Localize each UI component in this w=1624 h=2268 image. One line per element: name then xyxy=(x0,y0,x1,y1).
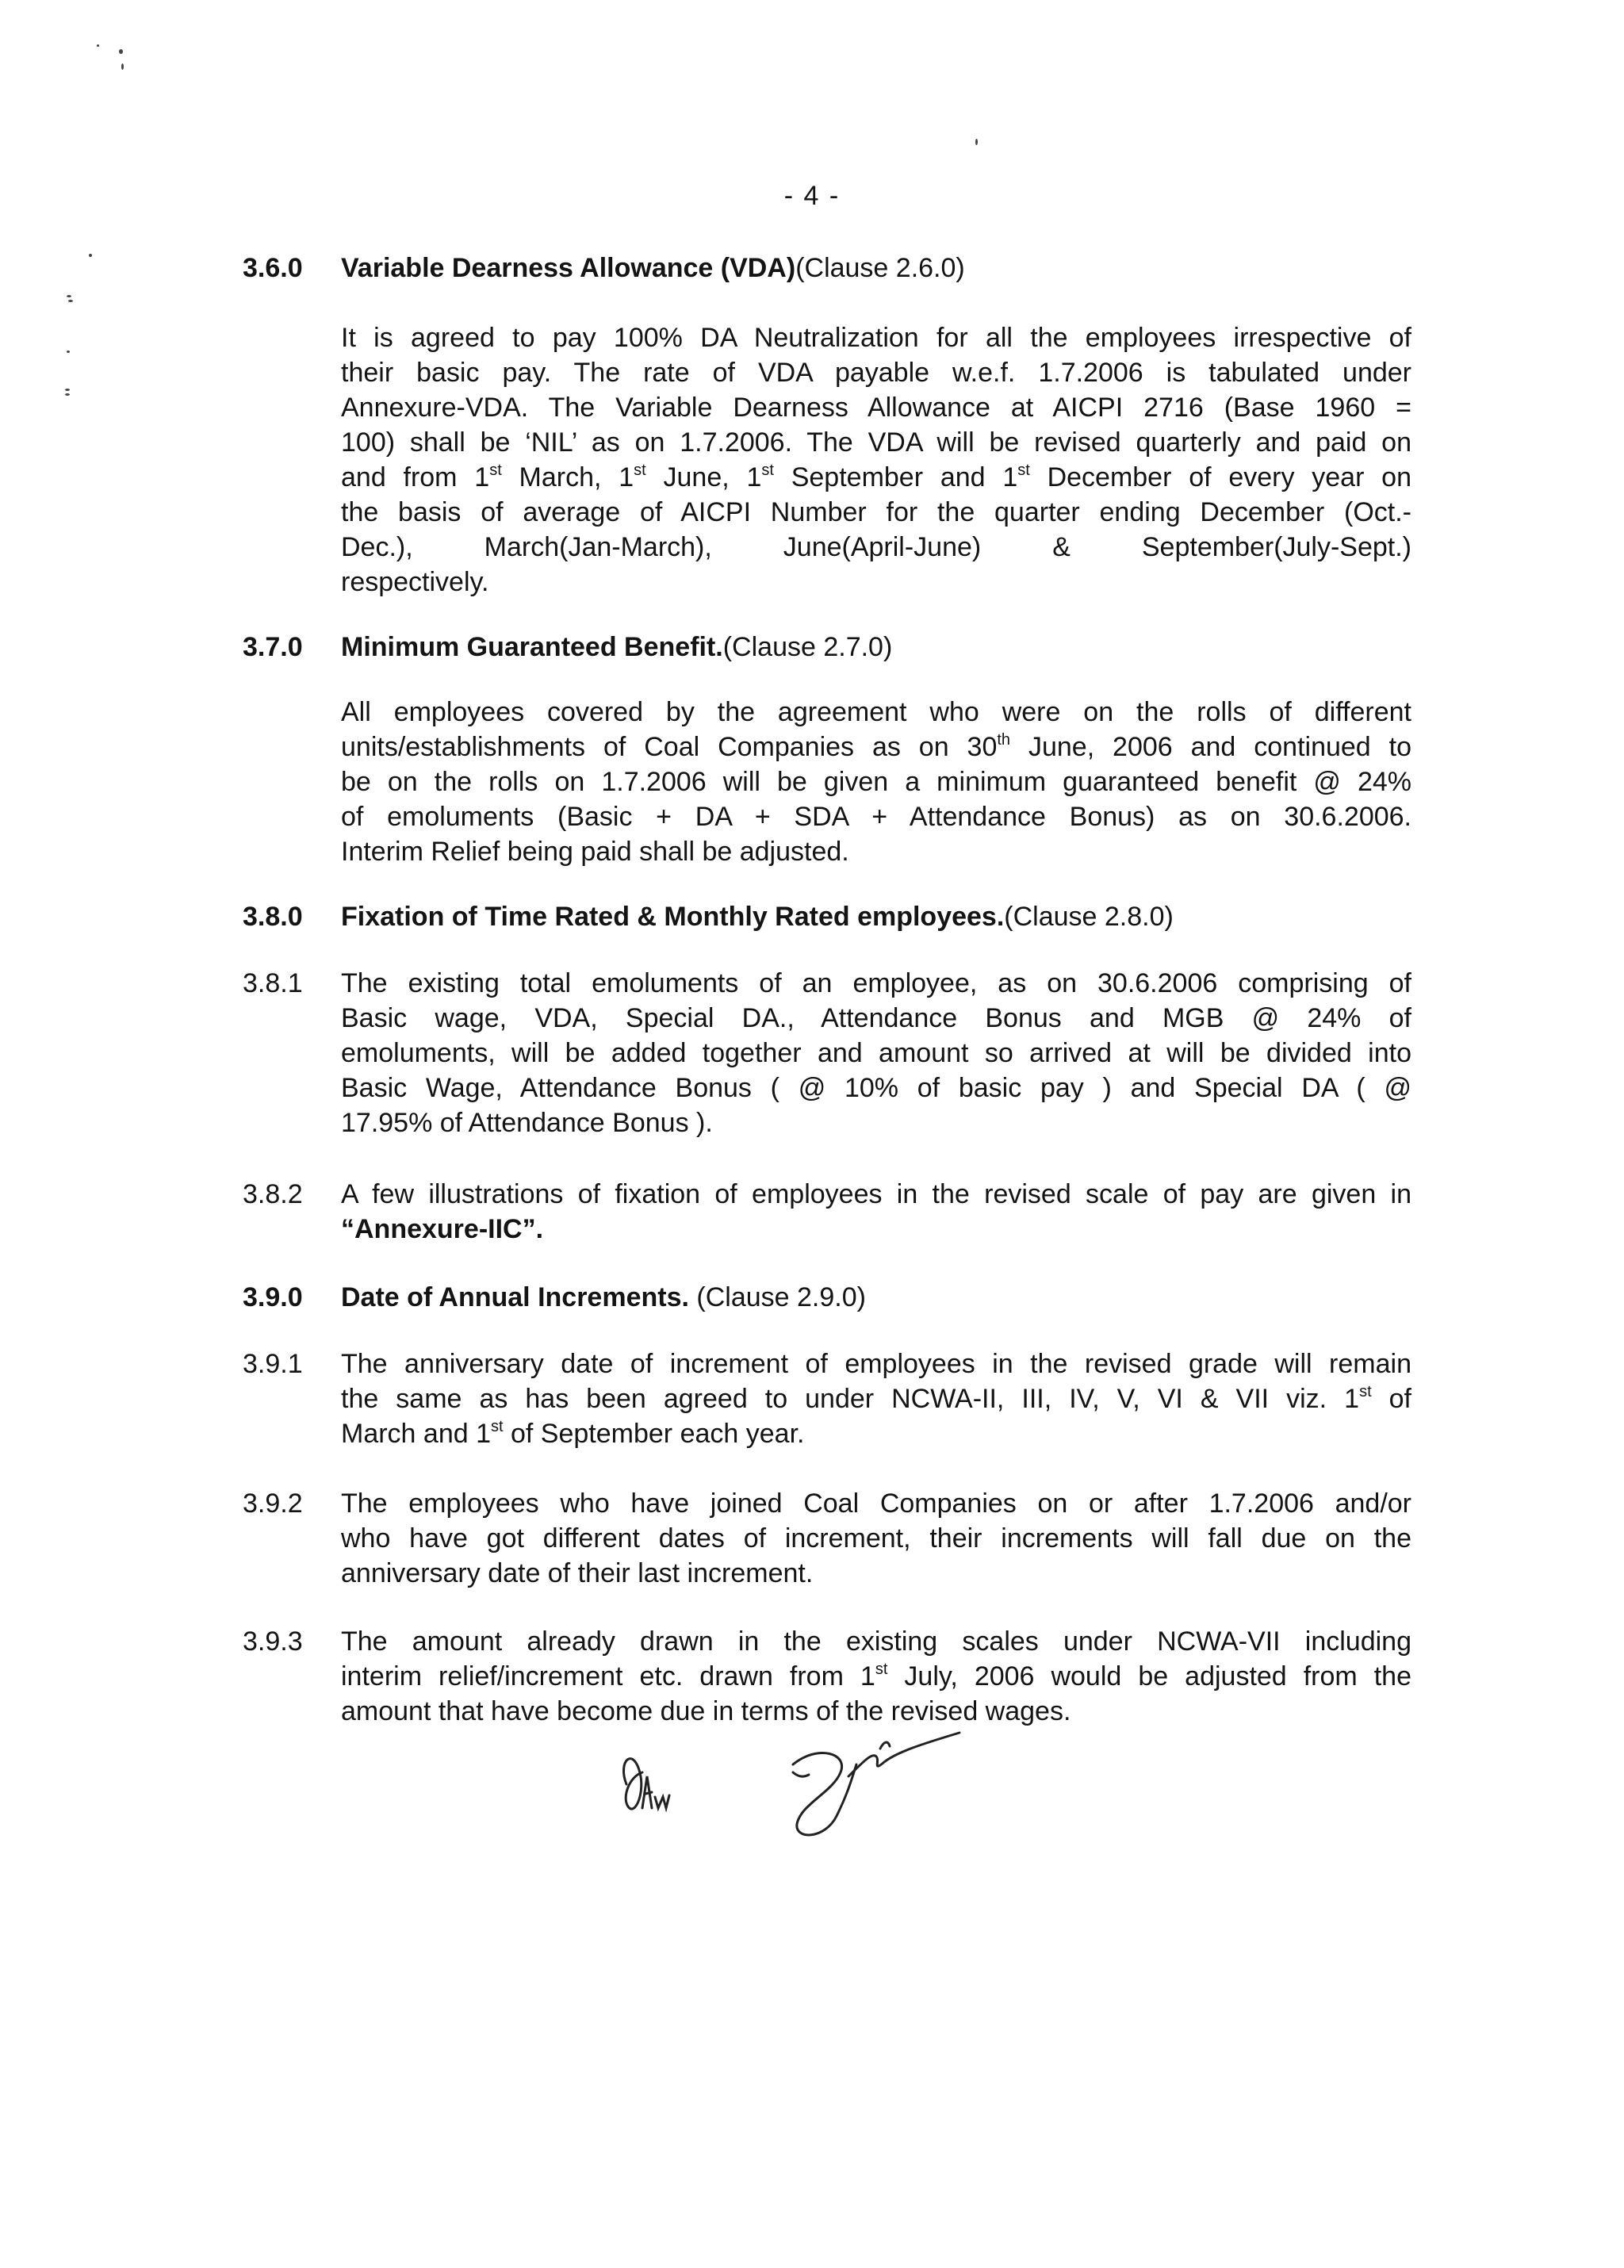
paragraph-line: emoluments, will be added together and amount so arrived at will be divided into xyxy=(341,1038,1411,1068)
paragraph-line: All employees covered by the agreement who were on the rolls of different xyxy=(341,697,1411,727)
paragraph-line: The existing total emoluments of an employee, as on 30.6.2006 comprising of xyxy=(341,968,1411,998)
signature-mark xyxy=(642,1776,669,1808)
paragraph-line: The anniversary date of increment of employees in the revised grade will remain xyxy=(341,1349,1411,1379)
section-paragraph xyxy=(341,1624,1411,1729)
section-heading xyxy=(341,1280,866,1315)
paragraph-line: 100) shall be ‘NIL’ as on 1.7.2006. The VDA will be revised quarterly and paid on xyxy=(341,427,1411,458)
page-number: - 4 - xyxy=(783,181,841,211)
paragraph-line: The amount already drawn in the existing scales under NCWA-VII including xyxy=(341,1626,1411,1657)
scan-speck xyxy=(65,393,70,396)
section-number: 3.6.0 xyxy=(243,253,303,283)
scan-speck xyxy=(68,300,73,302)
annexure-reference: “Annexure-IIC”. xyxy=(341,1214,544,1244)
paragraph-line: and from 1st March, 1st June, 1st September and 1st December of every year on xyxy=(341,461,1411,492)
section-title: Date of Annual Increments. xyxy=(341,1282,689,1312)
section-number: 3.8.1 xyxy=(243,968,303,998)
section-paragraph xyxy=(341,320,1411,600)
paragraph-line: anniversary date of their last increment. xyxy=(341,1558,814,1588)
section-title: Variable Dearness Allowance (VDA) xyxy=(341,253,796,283)
section-paragraph xyxy=(341,1347,1411,1451)
paragraph-line: who have got different dates of increment, their increments will fall due on the xyxy=(341,1523,1411,1554)
paragraph-line: Dec.), March(Jan-March), June(April-June) & September(July-Sept.) xyxy=(341,532,1412,562)
paragraph-line: interim relief/increment etc. drawn from 1st July, 2006 would be adjusted from the xyxy=(341,1660,1411,1691)
section-paragraph xyxy=(341,1177,1411,1247)
scan-speck xyxy=(65,389,70,391)
section-paragraph xyxy=(341,1486,1411,1591)
section-number: 3.9.0 xyxy=(243,1282,303,1312)
clause-reference: (Clause 2.8.0) xyxy=(1004,902,1174,932)
signature-mark xyxy=(793,1753,856,1835)
paragraph-line: It is agreed to pay 100% DA Neutralization for all the employees irrespective of xyxy=(341,323,1411,353)
section-number: 3.7.0 xyxy=(243,632,303,662)
paragraph-line: Annexure-VDA. The Variable Dearness Allowance at AICPI 2716 (Base 1960 = xyxy=(341,393,1411,423)
paragraph-line: the basis of average of AICPI Number for the quarter ending December (Oct.- xyxy=(341,497,1411,527)
section-number: 3.9.2 xyxy=(243,1488,303,1519)
scan-speck xyxy=(97,44,99,47)
section-number: 3.9.1 xyxy=(243,1349,303,1379)
paragraph-line: their basic pay. The rate of VDA payable w.e.f. 1.7.2006 is tabulated under xyxy=(341,358,1411,388)
paragraph-line: A few illustrations of fixation of employees in the revised scale of pay are given in xyxy=(341,1179,1411,1209)
paragraph-line: Interim Relief being paid shall be adjusted. xyxy=(341,837,849,867)
section-heading xyxy=(341,251,965,285)
paragraph-line: units/establishments of Coal Companies as on 30th June, 2006 and continued to xyxy=(341,730,1411,762)
paragraph-line: be on the rolls on 1.7.2006 will be given a minimum guaranteed benefit @ 24% xyxy=(341,767,1411,797)
paragraph-line: of emoluments (Basic + DA + SDA + Attendance Bonus) as on 30.6.2006. xyxy=(341,802,1411,832)
paragraph-line: Basic Wage, Attendance Bonus ( @ 10% of basic pay ) and Special DA ( @ xyxy=(341,1073,1411,1103)
scan-speck xyxy=(89,254,92,257)
signature-mark xyxy=(848,1733,959,1776)
signature-mark xyxy=(793,1772,809,1776)
section-number: 3.8.0 xyxy=(243,902,303,932)
section-title: Minimum Guaranteed Benefit. xyxy=(341,632,723,662)
clause-reference: (Clause 2.7.0) xyxy=(722,632,893,662)
signature-mark xyxy=(623,1759,642,1809)
paragraph-line: the same as has been agreed to under NCWA-II, III, IV, V, VI & VII viz. 1st of xyxy=(341,1382,1411,1414)
section-paragraph xyxy=(341,695,1411,869)
signature-mark xyxy=(880,1742,890,1749)
paragraph-line: March and 1st of September each year. xyxy=(341,1417,805,1449)
section-number: 3.8.2 xyxy=(243,1179,303,1209)
section-title: Fixation of Time Rated & Monthly Rated employees. xyxy=(341,902,1005,932)
scan-speck xyxy=(975,139,978,145)
section-heading xyxy=(341,630,892,665)
section-number: 3.9.3 xyxy=(243,1626,303,1657)
scan-speck xyxy=(67,295,71,297)
section-paragraph xyxy=(341,966,1411,1140)
section-heading xyxy=(341,899,1174,934)
handwritten-signatures xyxy=(611,1729,991,1848)
scan-speck xyxy=(119,49,123,54)
paragraph-line: amount that have become due in terms of the revised wages. xyxy=(341,1696,1071,1726)
paragraph-line: The employees who have joined Coal Companies on or after 1.7.2006 and/or xyxy=(341,1488,1411,1519)
scan-speck xyxy=(67,351,70,353)
scan-speck xyxy=(121,63,124,70)
paragraph-line: respectively. xyxy=(341,567,489,597)
paragraph-line: Basic wage, VDA, Special DA., Attendance Bonus and MGB @ 24% of xyxy=(341,1003,1411,1033)
clause-reference: (Clause 2.9.0) xyxy=(688,1282,866,1312)
paragraph-line: 17.95% of Attendance Bonus ). xyxy=(341,1108,713,1138)
clause-reference: (Clause 2.6.0) xyxy=(795,253,965,283)
